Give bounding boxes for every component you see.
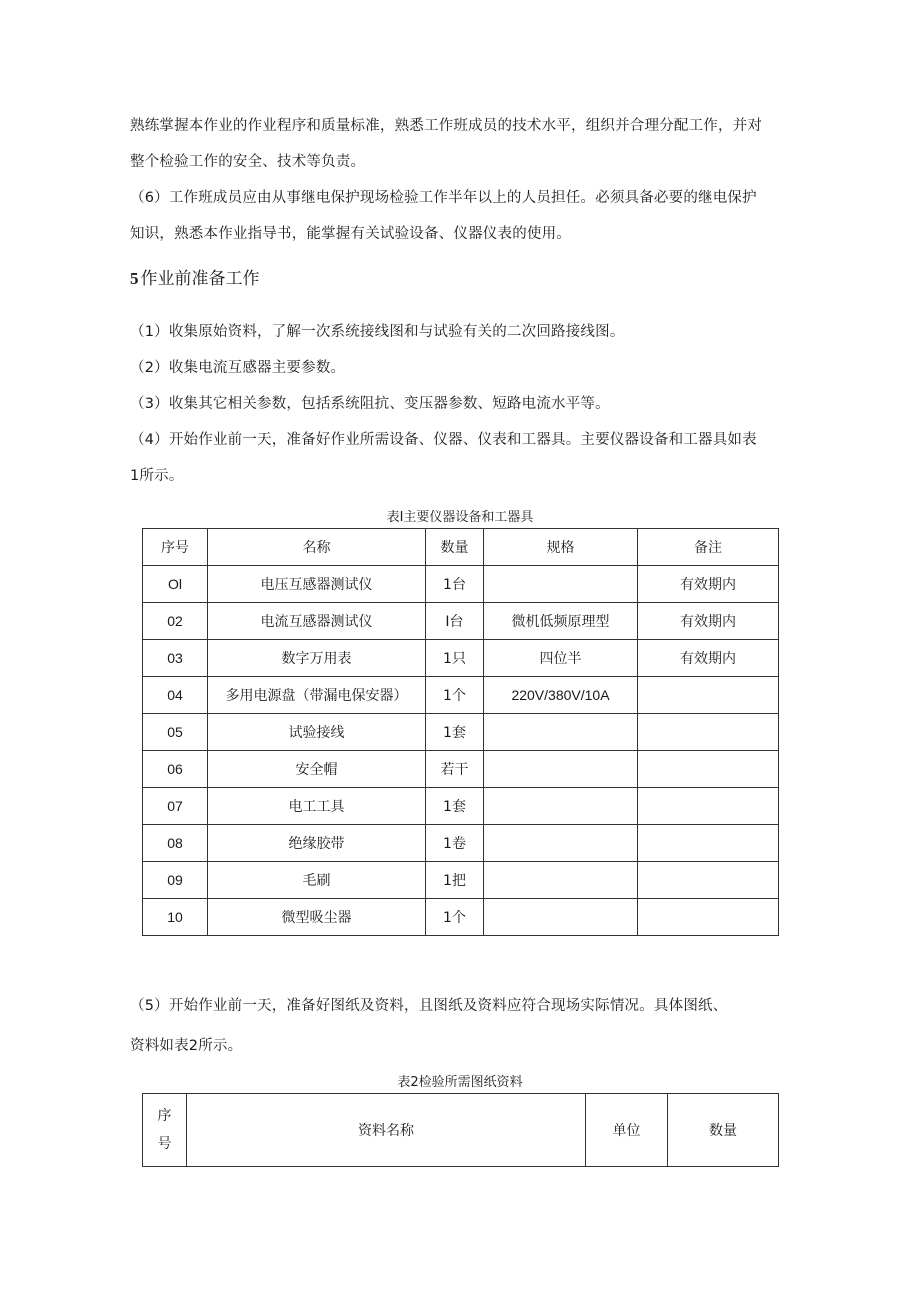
cell-spec: 微机低频原理型 (484, 603, 638, 640)
cell-remark: 有效期内 (638, 566, 779, 603)
t2-header-name: 资料名称 (187, 1094, 586, 1167)
cell-qty: 若干 (426, 751, 484, 788)
cell-name: 多用电源盘（带漏电保安器） (208, 677, 426, 714)
t2-header-seq-bottom: 号 (157, 1136, 172, 1152)
paragraph-1 (130, 108, 790, 180)
section-5-item-4: （4）开始作业前一天，准备好作业所需设备、仪器、仪表和工器具。主要仪器设备和工器具如表 (130, 432, 757, 448)
cell-seq: 04 (143, 677, 208, 714)
cell-seq: 06 (143, 751, 208, 788)
cell-remark: 有效期内 (638, 640, 779, 677)
section-5-item-4-cont: 1所示。 (130, 468, 184, 484)
paragraph-1-line-1: 熟练掌握本作业的作业程序和质量标准，熟悉工作班成员的技术水平，组织并合理分配工作，并对 (130, 118, 763, 134)
cell-seq: 02 (143, 603, 208, 640)
cell-qty: 1把 (426, 862, 484, 899)
cell-seq: Ol (143, 566, 208, 603)
cell-remark (638, 788, 779, 825)
cell-spec (484, 751, 638, 788)
cell-qty: 1套 (426, 788, 484, 825)
paragraph-2-line-1: （6）工作班成员应由从事继电保护现场检验工作半年以上的人员担任。必须具备必要的继电保护 (130, 190, 757, 206)
table-row (143, 899, 779, 936)
cell-remark (638, 862, 779, 899)
cell-name: 绝缘胶带 (208, 825, 426, 862)
cell-seq: 05 (143, 714, 208, 751)
cell-spec (484, 825, 638, 862)
cell-remark (638, 825, 779, 862)
table-row (143, 603, 779, 640)
cell-seq: 03 (143, 640, 208, 677)
cell-name: 微型吸尘器 (208, 899, 426, 936)
cell-name: 试验接线 (208, 714, 426, 751)
cell-remark (638, 899, 779, 936)
table-row (143, 788, 779, 825)
section-5-number: 5 (130, 269, 139, 288)
cell-spec (484, 566, 638, 603)
table-2-header-row (143, 1094, 779, 1167)
cell-spec (484, 862, 638, 899)
section-5-title: 作业前准备工作 (140, 269, 260, 289)
header-remark: 备注 (638, 529, 779, 566)
cell-qty: 1个 (426, 899, 484, 936)
cell-remark (638, 751, 779, 788)
cell-qty: 1套 (426, 714, 484, 751)
cell-qty: 1个 (426, 677, 484, 714)
table-row (143, 566, 779, 603)
header-name: 名称 (208, 529, 426, 566)
t2-header-seq (143, 1094, 187, 1167)
cell-spec: 220V/380V/10A (484, 677, 638, 714)
cell-qty: 1卷 (426, 825, 484, 862)
cell-remark (638, 677, 779, 714)
table-row (143, 825, 779, 862)
cell-seq: 08 (143, 825, 208, 862)
header-spec: 规格 (484, 529, 638, 566)
section-5-item-3: （3）收集其它相关参数，包括系统阻抗、变压器参数、短路电流水平等。 (130, 396, 610, 412)
cell-seq: 07 (143, 788, 208, 825)
section-5-item-1: （1）收集原始资料，了解一次系统接线图和与试验有关的二次回路接线图。 (130, 324, 625, 340)
table-row (143, 677, 779, 714)
t2-header-qty: 数量 (668, 1094, 779, 1167)
t2-header-seq-top: 序 (157, 1108, 172, 1124)
cell-spec: 四位半 (484, 640, 638, 677)
cell-seq: 09 (143, 862, 208, 899)
cell-spec (484, 714, 638, 751)
table-2-caption: 表2检验所需图纸资料 (397, 1075, 523, 1090)
cell-qty: 1只 (426, 640, 484, 677)
paragraph-1-line-2: 整个检验工作的安全、技术等负责。 (130, 154, 366, 170)
header-seq: 序号 (143, 529, 208, 566)
drawings-table (142, 1093, 779, 1167)
equipment-table (142, 528, 779, 936)
cell-remark (638, 714, 779, 751)
cell-name: 电流互感器测试仪 (208, 603, 426, 640)
cell-qty: 1台 (426, 566, 484, 603)
section-5-items (130, 314, 790, 494)
cell-name: 数字万用表 (208, 640, 426, 677)
cell-name: 电工工具 (208, 788, 426, 825)
cell-name: 电压互感器测试仪 (208, 566, 426, 603)
section-5-item-2: （2）收集电流互感器主要参数。 (130, 360, 346, 376)
paragraph-2-line-2: 知识，熟悉本作业指导书，能掌握有关试验设备、仪器仪表的使用。 (130, 226, 571, 242)
paragraph-5-line-1: （5）开始作业前一天，准备好图纸及资料，且图纸及资料应符合现场实际情况。具体图纸、 (130, 998, 728, 1014)
paragraph-5 (130, 988, 790, 1064)
paragraph-2 (130, 180, 790, 252)
cell-name: 安全帽 (208, 751, 426, 788)
cell-seq: 10 (143, 899, 208, 936)
cell-spec (484, 899, 638, 936)
table-row (143, 640, 779, 677)
table-row (143, 714, 779, 751)
cell-remark: 有效期内 (638, 603, 779, 640)
table-row (143, 862, 779, 899)
table-header-row (143, 529, 779, 566)
cell-qty: I台 (426, 603, 484, 640)
header-qty: 数量 (426, 529, 484, 566)
table-1-caption: 表I主要仪器设备和工器具 (386, 510, 534, 525)
cell-name: 毛刷 (208, 862, 426, 899)
section-5-heading (130, 264, 260, 294)
table-row (143, 751, 779, 788)
cell-spec (484, 788, 638, 825)
paragraph-5-line-2: 资料如表2所示。 (130, 1038, 243, 1054)
t2-header-unit: 单位 (586, 1094, 668, 1167)
